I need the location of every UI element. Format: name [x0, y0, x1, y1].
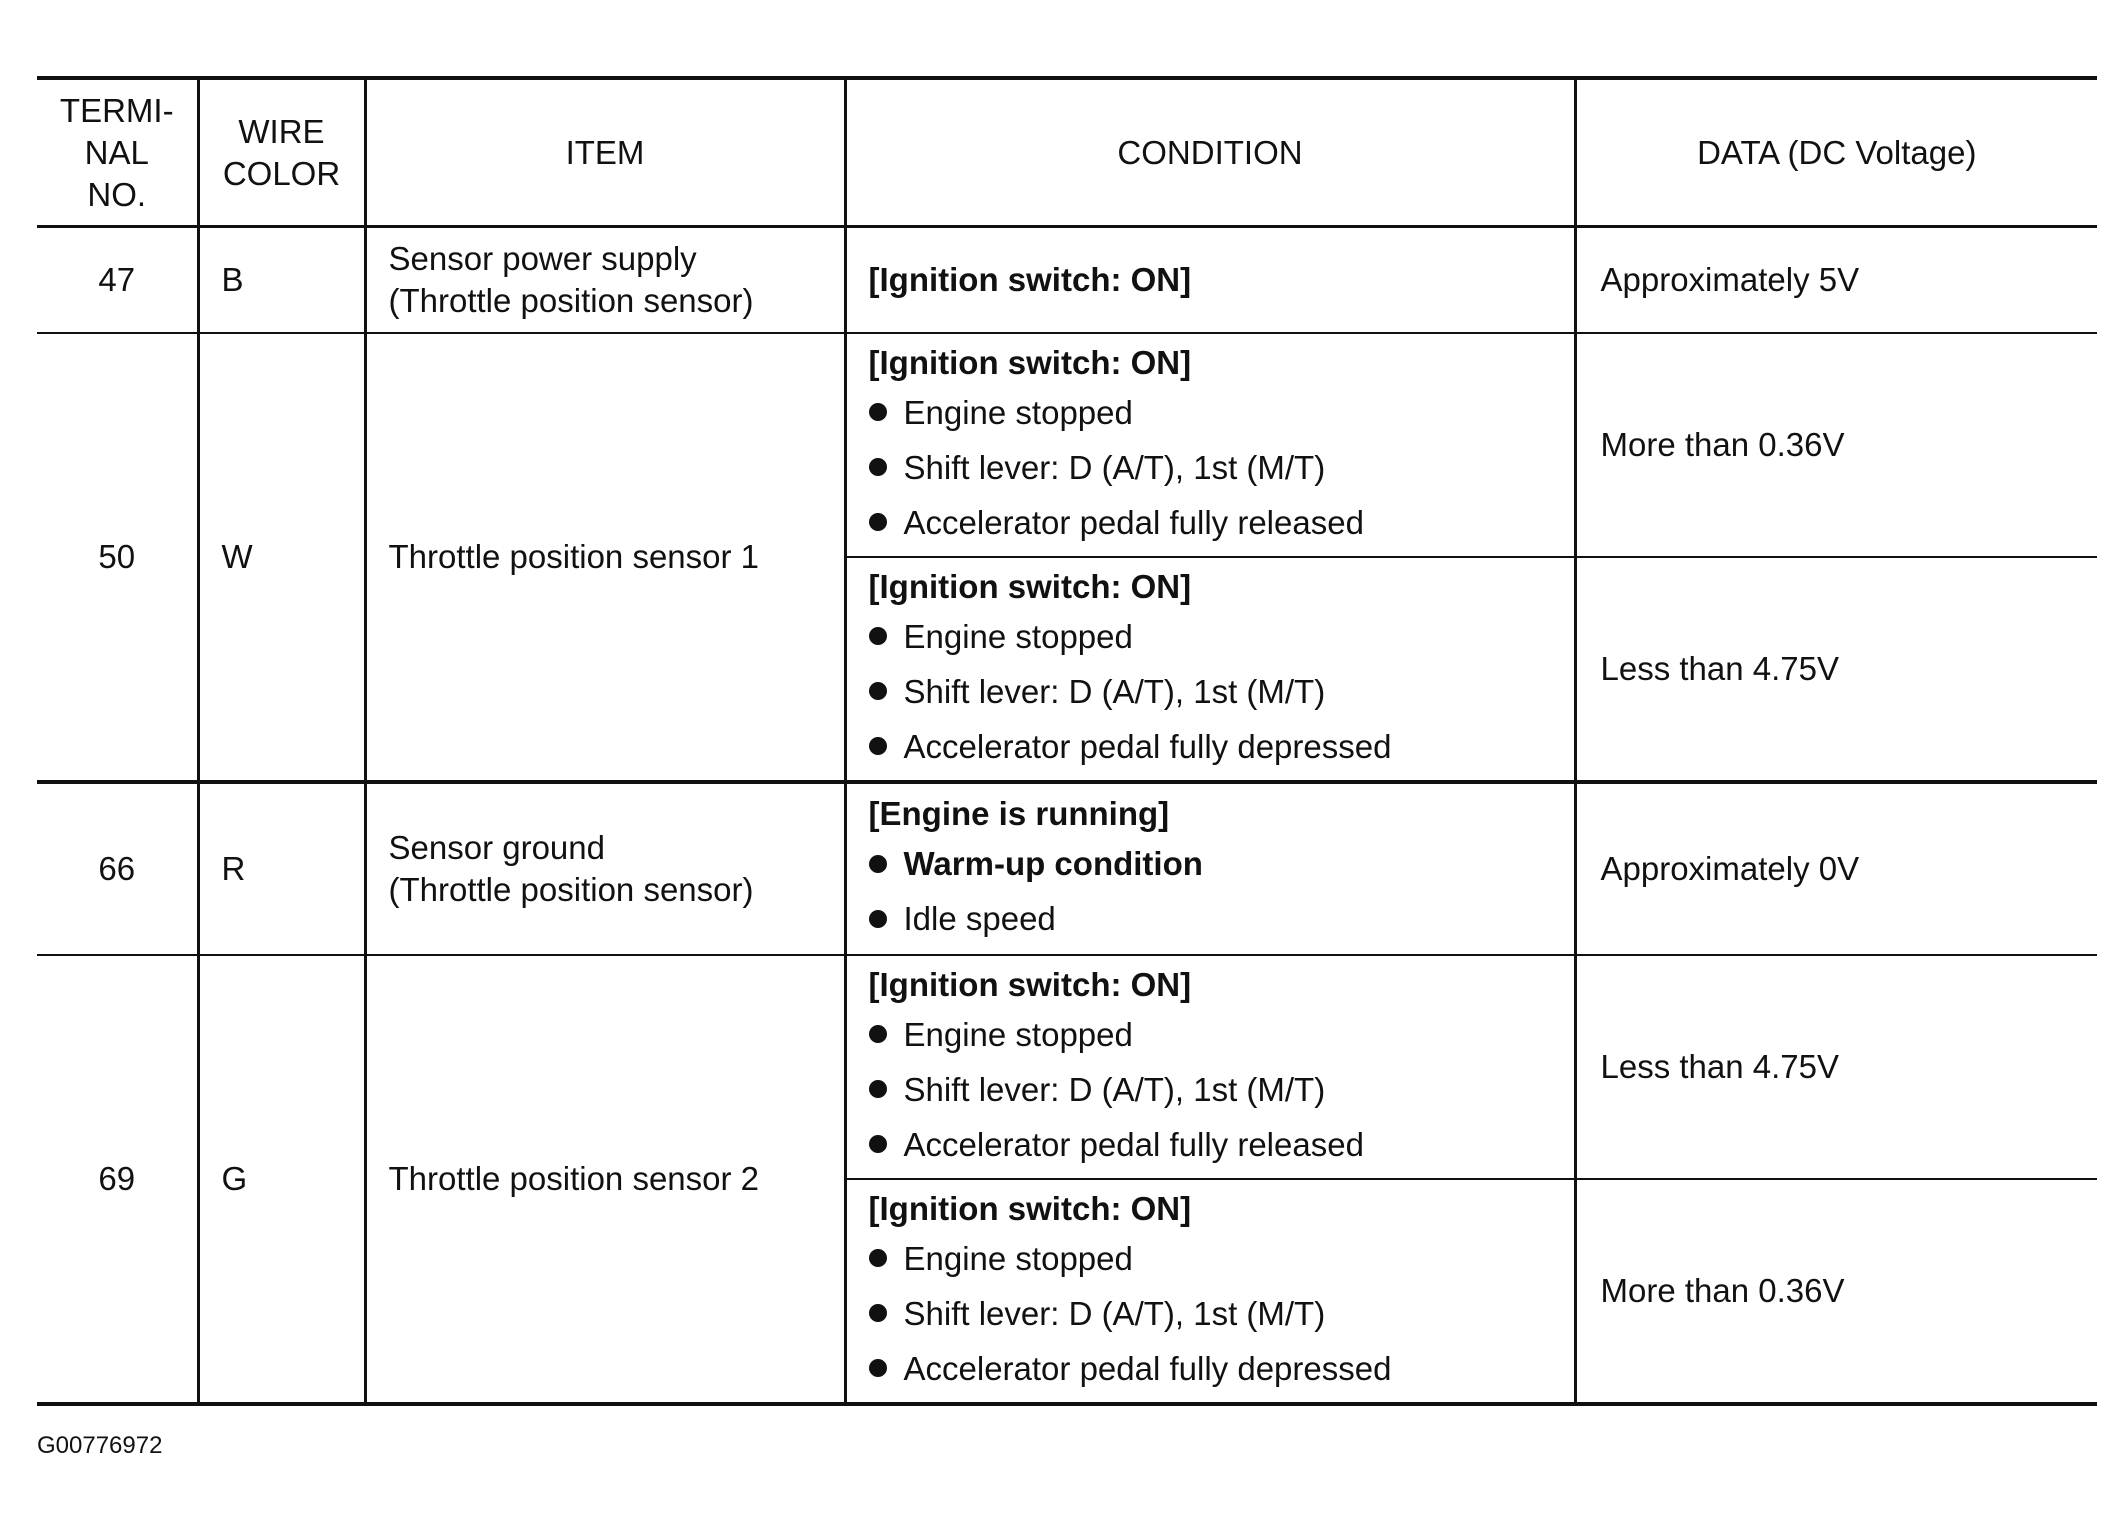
header-wire-color: WIRE COLOR	[198, 78, 365, 227]
bullet-icon	[869, 1304, 887, 1322]
condition-bullet: Warm-up condition	[869, 836, 1574, 891]
condition-bullet: Shift lever: D (A/T), 1st (M/T)	[869, 1286, 1574, 1341]
data-value: Less than 4.75V	[1575, 557, 2097, 782]
condition-heading: [Ignition switch: ON]	[868, 261, 1192, 298]
bullet-icon	[869, 855, 887, 873]
bullet-icon	[869, 627, 887, 645]
condition-bullet: Shift lever: D (A/T), 1st (M/T)	[869, 664, 1574, 719]
terminal-number: 50	[37, 333, 198, 782]
condition-bullet: Engine stopped	[869, 1007, 1574, 1062]
condition-bullet: Accelerator pedal fully depressed	[869, 1341, 1574, 1396]
item-line: (Throttle position sensor)	[388, 871, 754, 908]
condition-cell	[845, 333, 1575, 557]
condition-heading: [Ignition switch: ON]	[868, 343, 1192, 381]
header-data: DATA (DC Voltage)	[1575, 78, 2097, 227]
condition-bullet: Shift lever: D (A/T), 1st (M/T)	[869, 1062, 1574, 1117]
bullet-icon	[869, 1249, 887, 1267]
condition-heading: [Ignition switch: ON]	[868, 965, 1192, 1003]
condition-heading: [Engine is running]	[868, 795, 1170, 832]
bullet-icon	[869, 513, 887, 531]
terminal-number: 66	[37, 782, 198, 955]
wire-color: B	[198, 227, 365, 334]
condition-bullet: Engine stopped	[869, 1231, 1574, 1286]
terminal-number: 47	[37, 227, 198, 334]
condition-cell	[845, 557, 1575, 782]
bullet-icon	[869, 403, 887, 421]
table-row	[37, 333, 2097, 557]
item-description	[365, 227, 845, 334]
item-line: Sensor power supply	[388, 240, 697, 277]
bullet-icon	[869, 1080, 887, 1098]
item-description	[365, 782, 845, 955]
bullet-icon	[869, 910, 887, 928]
condition-heading: [Ignition switch: ON]	[868, 567, 1192, 605]
header-item: ITEM	[365, 78, 845, 227]
wire-color: G	[198, 955, 365, 1404]
condition-cell	[845, 1179, 1575, 1404]
header-terminal-no: TERMI- NAL NO.	[37, 78, 198, 227]
condition-bullet: Idle speed	[869, 891, 1574, 946]
condition-cell	[845, 227, 1575, 334]
condition-bullet: Accelerator pedal fully released	[869, 495, 1574, 550]
data-value: Less than 4.75V	[1575, 955, 2097, 1179]
bullet-icon	[869, 682, 887, 700]
terminal-data-table	[37, 76, 2097, 1406]
data-value: Approximately 5V	[1575, 227, 2097, 334]
table-row	[37, 227, 2097, 334]
wire-color: R	[198, 782, 365, 955]
terminal-number: 69	[37, 955, 198, 1404]
table-row	[37, 782, 2097, 955]
bullet-icon	[869, 458, 887, 476]
figure-id: G00776972	[37, 1432, 163, 1459]
condition-cell	[845, 782, 1575, 955]
condition-bullet: Engine stopped	[869, 385, 1574, 440]
item-line: Sensor ground	[388, 829, 605, 866]
item-description: Throttle position sensor 1	[365, 333, 845, 782]
condition-cell	[845, 955, 1575, 1179]
condition-heading: [Ignition switch: ON]	[868, 1189, 1192, 1227]
bullet-icon	[869, 1135, 887, 1153]
bullet-icon	[869, 737, 887, 755]
header-row	[37, 78, 2097, 227]
condition-bullet: Shift lever: D (A/T), 1st (M/T)	[869, 440, 1574, 495]
condition-bullet: Engine stopped	[869, 609, 1574, 664]
item-line: (Throttle position sensor)	[388, 282, 754, 319]
data-value: More than 0.36V	[1575, 333, 2097, 557]
header-condition: CONDITION	[845, 78, 1575, 227]
item-description: Throttle position sensor 2	[365, 955, 845, 1404]
wire-color: W	[198, 333, 365, 782]
condition-bullet: Accelerator pedal fully released	[869, 1117, 1574, 1172]
bullet-icon	[869, 1025, 887, 1043]
bullet-icon	[869, 1359, 887, 1377]
data-value: Approximately 0V	[1575, 782, 2097, 955]
condition-bullet: Accelerator pedal fully depressed	[869, 719, 1574, 774]
data-value: More than 0.36V	[1575, 1179, 2097, 1404]
table-row	[37, 955, 2097, 1179]
